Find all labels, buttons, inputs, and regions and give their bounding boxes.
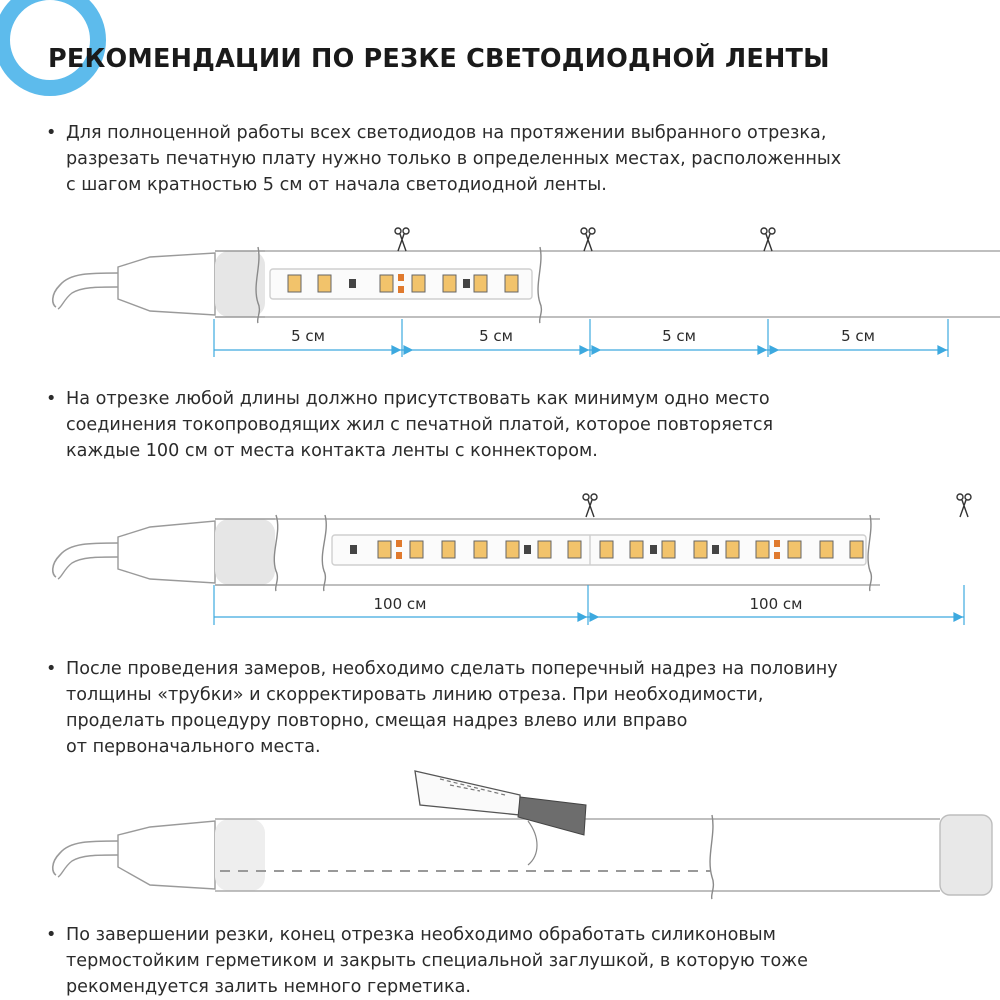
bullet-text: По завершении резки, конец отрезка необходимо обработать силиконовым термостойким герметиком и закрыть специальной заглушкой, в которую тоже рекомендуется залить немного герметика. <box>66 925 808 997</box>
dimension-label: 5 см <box>291 327 325 345</box>
end-cap <box>940 815 992 895</box>
dimension-lines <box>214 585 964 625</box>
power-cable <box>53 543 118 577</box>
bullet-incision <box>46 656 986 760</box>
bullet-text: На отрезке любой длины должно присутствовать как минимум одно место соединения токопроводящих жил с печатной платой, которое повторяется каждые 100 см от места контакта ленты с коннектором. <box>66 389 774 461</box>
dimension-label: 100 см <box>749 595 803 613</box>
dimension-label: 5 см <box>479 327 513 345</box>
dimension-label: 5 см <box>662 327 696 345</box>
bullet-text: После проведения замеров, необходимо сделать поперечный надрез на половину толщины «трубки» и скорректировать линию отреза. При необходимости, проделать процедуру повторно, смещая надрез влево или вправо от первоначального места. <box>66 659 838 757</box>
bullet-text: Для полноценной работы всех светодиодов на протяжении выбранного отрезка, разрезать печатную плату нужно только в определенных местах, расположенных с шагом кратностью 5 см от начала светодиодной ленты. <box>66 123 842 195</box>
end-cap <box>215 251 265 317</box>
dimension-label: 100 см <box>373 595 427 613</box>
connector-plug <box>118 253 215 315</box>
scissors-icon <box>581 228 595 251</box>
bullet-dot: • <box>46 659 57 679</box>
bullet-dot: • <box>46 389 57 409</box>
diagram-knife-incision <box>0 765 1000 915</box>
diagram-5cm-cut-points <box>0 215 1000 365</box>
scissors-icon <box>395 228 409 251</box>
power-cable <box>53 841 118 875</box>
page-title: РЕКОМЕНДАЦИИ ПО РЕЗКЕ СВЕТОДИОДНОЙ ЛЕНТЫ <box>48 44 830 74</box>
end-cap <box>215 519 275 585</box>
utility-knife-icon <box>415 771 586 865</box>
bullet-connection-point <box>46 386 986 464</box>
scissors-icon <box>761 228 775 251</box>
bullet-dot: • <box>46 925 57 945</box>
power-cable <box>53 273 118 307</box>
diagram-100cm-connection-points <box>0 485 1000 635</box>
connector-plug <box>118 521 215 583</box>
bullet-sealing <box>46 922 986 1000</box>
scissors-icon <box>583 494 597 517</box>
bullet-dot: • <box>46 123 57 143</box>
scissors-icon <box>957 494 971 517</box>
dimension-label: 5 см <box>841 327 875 345</box>
bullet-cut-step <box>46 120 986 198</box>
pcb-board <box>270 269 532 299</box>
connector-plug <box>118 821 215 889</box>
